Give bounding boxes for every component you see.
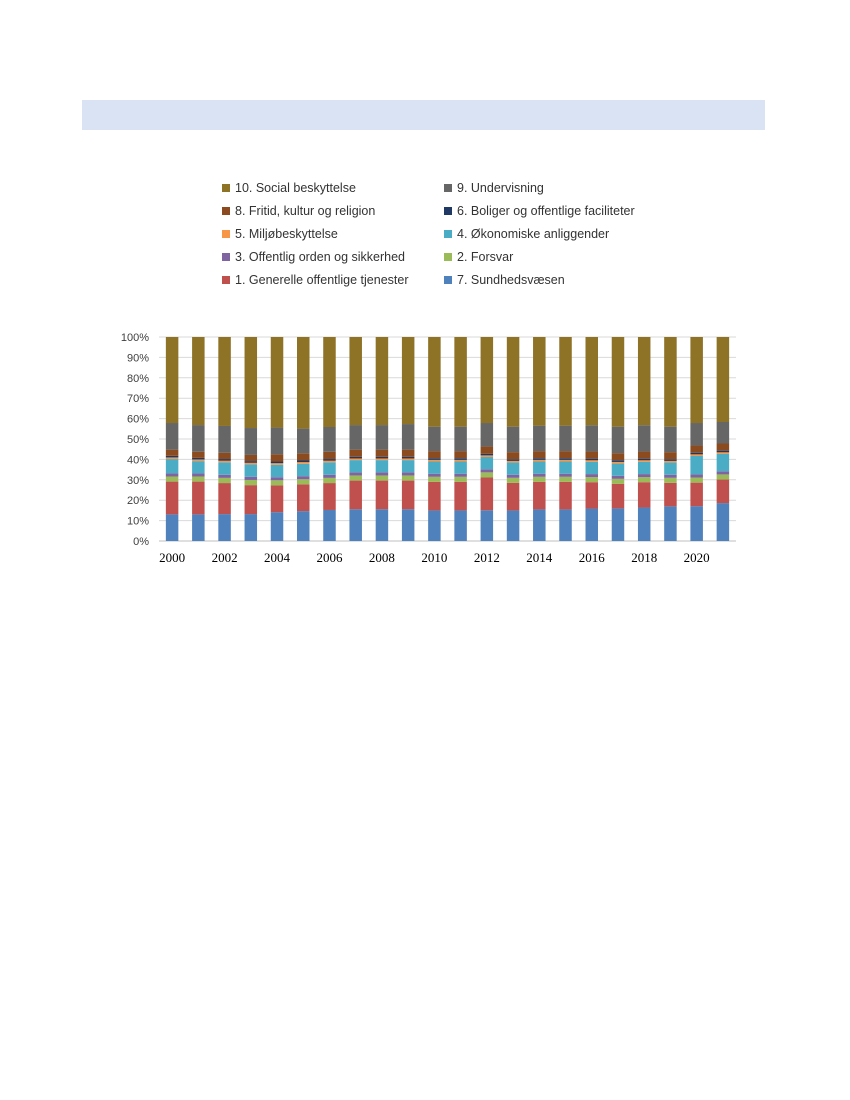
bar-segment [454,482,467,511]
bar-segment [717,471,730,474]
bar-segment [245,337,257,428]
bar-segment [271,512,284,541]
bar-segment [428,337,441,427]
bar-segment [586,337,599,425]
bar-segment [428,474,441,477]
bar-segment [192,425,205,452]
bar-segment [402,472,415,475]
bar-segment [166,456,179,458]
bar-segment [638,337,651,425]
bar-segment [638,482,651,507]
bar-segment [586,509,599,541]
bar-segment [481,469,494,472]
bar-segment [638,508,651,541]
x-tick-label: 2010 [421,550,448,565]
bar-segment [454,462,467,474]
bar-segment [297,462,310,464]
bar-segment [664,427,677,452]
bar-segment [297,337,310,429]
y-tick-label: 40% [126,454,149,467]
bar-segment [559,426,572,451]
bar-segment [664,506,677,541]
bar-segment [690,483,703,507]
bar-segment [454,474,467,477]
bar-segment [428,510,441,541]
bar-segment [271,465,284,477]
y-tick-label: 100% [120,332,149,344]
bar-segment [376,481,389,510]
x-tick-label: 2006 [316,550,343,565]
bar-segment [218,426,231,453]
bar-segment [323,427,336,452]
bar-segment [376,458,389,460]
bar-segment [664,483,677,506]
bar-segment [349,457,362,459]
bar-segment [323,452,336,459]
bar-segment [586,452,599,459]
legend-label: 4. Økonomiske anliggender [457,227,610,241]
bar-segment [218,337,231,426]
bar-segment [717,422,730,444]
bar-segment [533,426,546,451]
bar-segment [664,475,677,478]
bar-segment [218,475,231,478]
bar-segment [297,429,310,454]
bar-segment [349,337,362,425]
bar-segment [533,462,546,474]
bar-segment [192,458,205,460]
bar-segment [454,451,467,458]
bar-segment [349,425,362,450]
bar-segment [402,450,415,457]
y-tick-label: 20% [126,495,149,508]
bar-segment [192,482,205,515]
bar-segment [376,472,389,475]
bar-segment [376,509,389,541]
legend-label: 1. Generelle offentlige tjenester [235,273,409,287]
bar-segment [349,460,362,472]
bar-segment [271,337,284,428]
bar-segment [559,462,572,474]
bar-segment [349,475,362,480]
y-tick-label: 30% [126,474,149,487]
bar-segment [717,474,730,479]
bar-segment [481,423,494,447]
bar-segment [192,452,205,458]
bar-segment [166,514,179,541]
bar-segment [166,473,179,476]
bar-segment [271,454,284,461]
bar-segment [612,462,625,464]
legend-label: 8. Fritid, kultur og religion [235,204,376,218]
bar-segment [586,474,599,477]
bar-segment [245,480,257,485]
bar-segment [717,337,730,422]
bar-segment [481,337,494,423]
legend-label: 7. Sundhedsvæsen [457,273,565,287]
bar-segment [297,461,310,463]
bar-segment [297,484,310,511]
bar-segment [638,460,651,462]
bar-segment [245,428,257,455]
bar-segment [586,462,599,474]
bar-segment [349,450,362,457]
bar-segment [245,477,257,480]
legend-label: 5. Miljøbeskyttelse [235,227,338,241]
bar-segment [428,460,441,462]
y-tick-label: 60% [126,413,149,426]
bar-segment [690,506,703,541]
bar-segment [376,475,389,480]
bar-segment [402,424,415,450]
bar-segment [690,478,703,483]
bar-segment [166,476,179,481]
bar-segment [533,451,546,458]
bar-segment [612,464,625,476]
bar-segment [533,477,546,482]
bar-segment [166,457,179,459]
legend-label: 9. Undervisning [457,181,544,195]
bar-segment [454,460,467,462]
bar-segment [612,427,625,453]
bar-segment [218,453,231,459]
bar-segment [428,458,441,460]
bar-segment [454,337,467,427]
bar-segment [218,462,231,474]
bar-segment [690,474,703,477]
bar-segment [271,462,284,464]
bar-segment [717,503,730,541]
bar-segment [586,482,599,508]
bar-segment [297,464,310,476]
bar-segment [245,514,257,541]
bar-segment [454,458,467,460]
bar-segment [323,475,336,478]
bar-segment [166,459,179,473]
bar-segment [690,423,703,446]
bar-segment [349,481,362,510]
bar-segment [717,444,730,451]
bar-segment [664,463,677,475]
bar-segment [481,447,494,454]
bar-segment [507,475,520,478]
bar-segment [297,476,310,479]
bar-segment [192,473,205,476]
bar-segment [612,508,625,541]
bar-segment [533,460,546,462]
bar-segment [612,476,625,479]
bar-segment [612,337,625,427]
bar-segment [664,459,677,461]
bar-segment [481,510,494,541]
bar-segment [323,337,336,427]
bar-segment [481,454,494,456]
bar-segment [717,480,730,504]
bar-segment [402,475,415,480]
y-tick-label: 80% [126,372,149,385]
bar-segment [192,337,205,425]
bar-segment [612,479,625,484]
bar-segment [638,462,651,474]
bar-segment [271,477,284,480]
bar-segment [507,461,520,463]
bar-segment [245,464,257,476]
bar-segment [612,460,625,462]
bar-segment [192,476,205,481]
bar-segment [166,450,179,456]
bar-segment [533,474,546,477]
bar-segment [323,462,336,474]
bar-segment [245,463,257,465]
bar-segment [481,455,494,457]
bar-segment [638,452,651,459]
bar-segment [454,510,467,541]
bar-segment [533,458,546,460]
bar-segment [323,461,336,463]
bar-segment [402,460,415,472]
bar-segment [533,509,546,541]
bar-segment [638,425,651,451]
legend-label: 10. Social beskyttelse [235,181,356,195]
bar-segment [507,463,520,475]
bar-segment [717,452,730,454]
bar-segment [192,461,205,473]
bar-segment [533,482,546,510]
bar-segment [559,482,572,510]
bar-segment [218,483,231,514]
bar-segment [271,428,284,455]
bar-segment [507,459,520,461]
bar-segment [559,474,572,477]
bar-segment [586,477,599,482]
bar-segment [297,479,310,484]
x-tick-label: 2000 [159,550,186,565]
bar-segment [428,427,441,451]
y-tick-label: 0% [133,536,149,548]
bar-segment [271,485,284,512]
bar-segment [481,472,494,477]
legend-label: 2. Forsvar [457,250,514,264]
bar-segment [428,477,441,482]
bar-segment [690,454,703,456]
bar-segment [166,482,179,515]
bar-segment [192,514,205,541]
bar-segment [664,461,677,463]
bar-segment [323,478,336,483]
bar-segment [507,427,520,452]
bar-segment [559,460,572,462]
bar-segment [481,457,494,469]
bar-segment [349,509,362,541]
bar-segment [586,459,599,461]
bar-segment [638,477,651,482]
bar-segment [559,337,572,426]
bar-segment [690,446,703,453]
bar-segment [428,462,441,474]
bar-segment [559,458,572,460]
x-tick-label: 2008 [368,550,395,565]
bar-segment [559,451,572,458]
bar-segment [507,337,520,427]
bar-segment [271,463,284,465]
bar-segment [507,483,520,511]
bar-segment [323,459,336,461]
y-tick-label: 50% [126,434,149,446]
bar-segment [717,451,730,453]
bar-segment [559,477,572,482]
bar-segment [559,509,572,541]
bar-segment [245,455,257,461]
bar-segment [612,484,625,508]
y-tick-label: 70% [126,393,149,406]
bar-segment [166,337,179,423]
bar-segment [376,450,389,457]
bar-segment [218,459,231,461]
bar-segment [638,459,651,461]
bar-segment [664,452,677,459]
bar-segment [376,337,389,425]
bar-segment [376,460,389,472]
bar-segment [454,477,467,482]
x-tick-label: 2004 [264,550,291,565]
bar-segment [507,478,520,483]
legend-label: 6. Boliger og offentlige faciliteter [457,204,635,218]
bar-segment [402,458,415,460]
bar-segment [166,423,179,450]
x-tick-label: 2016 [578,550,605,565]
bar-segment [218,514,231,541]
x-tick-label: 2020 [683,550,710,565]
bar-segment [638,474,651,477]
bar-segment [218,461,231,463]
legend-label: 3. Offentlig orden og sikkerhed [235,250,406,264]
bar-segment [349,472,362,475]
bar-segment [533,337,546,426]
bar-segment [323,510,336,541]
bar-segment [481,478,494,511]
bar-segment [586,425,599,451]
bar-segment [402,457,415,459]
bar-segment [586,460,599,462]
bar-segment [690,337,703,423]
bar-segment [218,478,231,483]
bar-segment [428,482,441,511]
bar-segment [271,480,284,485]
bar-segment [402,337,415,424]
bar-segment [717,454,730,471]
bar-segment [664,478,677,483]
y-tick-label: 90% [126,352,149,365]
x-tick-label: 2012 [473,550,500,565]
bar-segment [192,459,205,461]
bar-segment [612,453,625,460]
bar-segment [507,452,520,459]
bar-segment [376,425,389,450]
bar-segment [297,453,310,460]
bar-segment [690,456,703,474]
bar-segment [664,337,677,427]
bar-segment [245,485,257,514]
x-tick-label: 2018 [631,550,658,565]
bar-segment [402,481,415,510]
bar-segment [428,451,441,458]
bar-segment [376,457,389,459]
bar-segment [690,453,703,455]
bar-segment [245,461,257,463]
bar-segment [507,510,520,541]
bar-segment [349,458,362,460]
x-tick-label: 2002 [211,550,238,565]
bar-segment [297,511,310,541]
bar-segment [402,509,415,541]
bar-segment [323,483,336,510]
y-tick-label: 10% [126,515,149,528]
x-tick-label: 2014 [526,550,553,565]
bar-segment [454,427,467,451]
